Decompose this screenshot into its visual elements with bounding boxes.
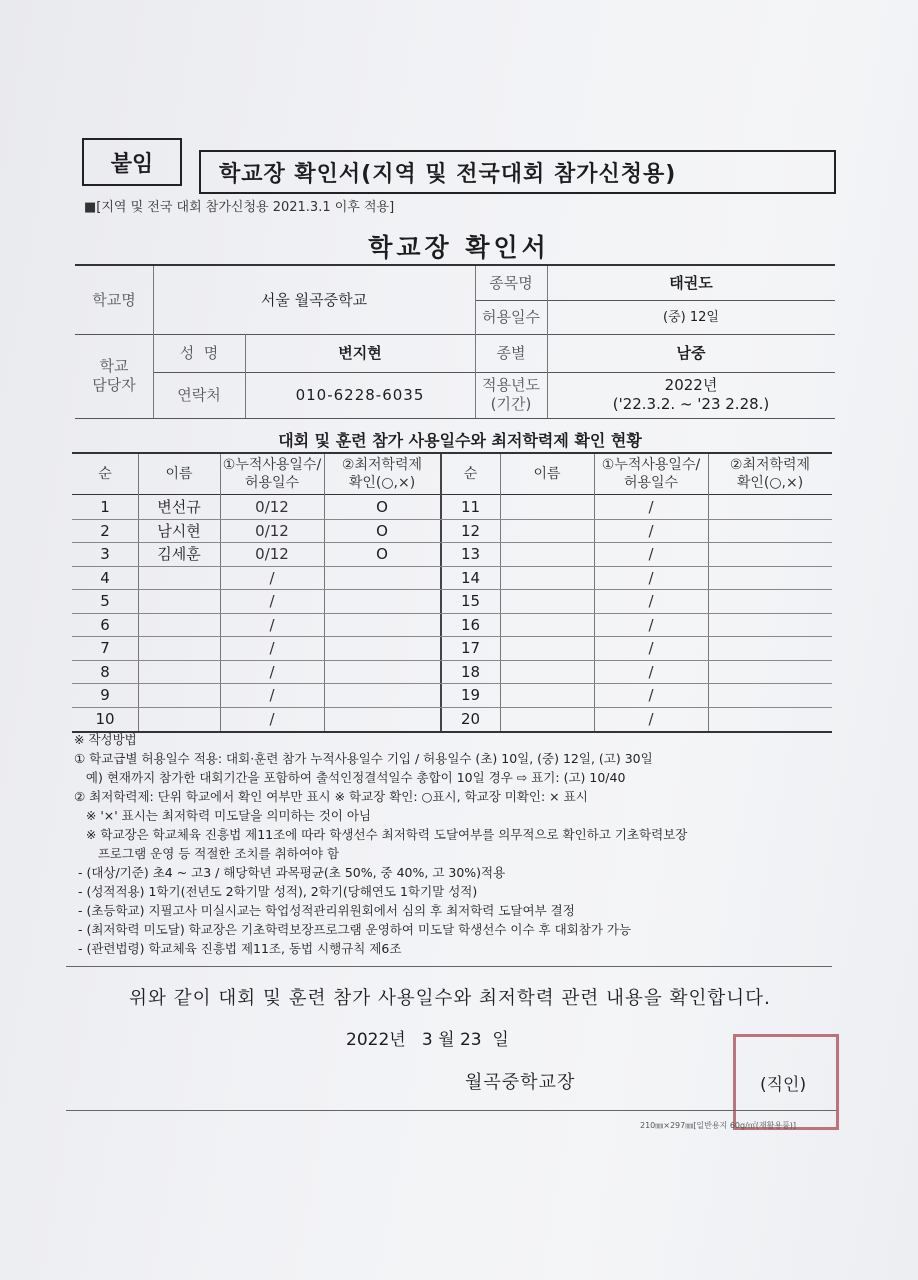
right-row-2-name (500, 520, 594, 544)
contact-label: 연락처 (177, 385, 221, 404)
right-row-6-usage: / (648, 615, 654, 634)
header-check-right (708, 454, 832, 494)
right-row-6-check (708, 614, 832, 638)
sport-value: 태권도 (669, 273, 713, 292)
right-row-10-check (708, 708, 832, 732)
period-value (547, 372, 835, 418)
header-usage-right (594, 454, 708, 494)
section-title: 대회 및 훈련 참가 사용일수와 최저학력제 확인 현황 (278, 431, 642, 450)
right-row-6-no: 16 (460, 615, 481, 634)
left-row-3-name: 김세훈 (157, 545, 201, 564)
instruction-line: - (최저학력 미도달) 학교장은 기초학력보장프로그램 운영하여 미도달 학생선수 이수 후 대회참가 가능 (74, 922, 632, 937)
left-row-9-no: 9 (100, 686, 110, 705)
manager-label-line2: 담당자 (92, 376, 136, 394)
left-row-1-no: 1 (100, 498, 110, 517)
applicability-note: ■[지역 및 전국 대회 참가신청용 2021.3.1 이후 적용] (84, 200, 395, 215)
right-row-2-usage: / (648, 521, 654, 540)
left-row-4-no: 4 (100, 568, 110, 587)
left-row-3-no: 3 (100, 545, 110, 564)
header-name-left: 이름 (165, 466, 193, 482)
left-row-4-check (324, 567, 440, 591)
left-row-3-check: O (376, 545, 388, 564)
right-row-5-usage: / (648, 592, 654, 611)
confirmation-date: 2022년 3 월 23 일 (346, 1030, 509, 1050)
attachment-label: 붙임 (82, 138, 182, 186)
right-row-9-name (500, 684, 594, 708)
principal-signature: 월곡중학교장 (465, 1072, 576, 1093)
instruction-line: ② 최저학력제: 단위 학교에서 확인 여부만 표시 ※ 학교장 확인: ○표시, 학교장 미확인: × 표시 (74, 789, 588, 804)
sport-label: 종목명 (489, 273, 533, 292)
right-row-10-usage: / (648, 709, 654, 728)
right-row-5-no: 15 (460, 592, 481, 611)
left-row-2-usage: 0/12 (255, 521, 289, 540)
right-row-4-check (708, 567, 832, 591)
period-label-line2: (기간) (490, 395, 532, 413)
left-row-1-usage: 0/12 (255, 498, 289, 517)
right-row-3-check (708, 543, 832, 567)
right-row-1-check (708, 496, 832, 520)
form-title: 학교장 확인서(지역 및 전국대회 참가신청용) (199, 150, 836, 194)
manager-label-line1: 학교 (99, 357, 129, 375)
right-row-4-usage: / (648, 568, 654, 587)
school-name-label: 학교명 (92, 290, 136, 309)
header-usage-line2: 허용일수 (244, 475, 300, 491)
left-row-5-check (324, 590, 440, 614)
right-row-5-check (708, 590, 832, 614)
header-check-line1: ②최저학력제 (729, 457, 811, 473)
instruction-line: ① 학교급별 허용일수 적용: 대회·훈련 참가 누적사용일수 기입 / 허용일수 (초) 10일, (중) 12일, (고) 30일 (74, 751, 653, 766)
right-row-7-check (708, 637, 832, 661)
seal-label: (직인) (760, 1075, 807, 1095)
header-no-left: 순 (98, 466, 112, 482)
period-label-line1: 적용년도 (482, 376, 540, 394)
left-row-10-no: 10 (95, 709, 115, 728)
paper-size-footer: 210㎜×297㎜[일반용지 60g/㎡(재활용품)] (640, 1121, 797, 1130)
category-label: 종별 (496, 343, 526, 362)
category-value: 남중 (676, 343, 706, 362)
header-check-left (324, 454, 440, 494)
left-row-7-check (324, 637, 440, 661)
right-row-3-usage: / (648, 545, 654, 564)
period-label (475, 372, 547, 418)
manager-label (75, 334, 153, 418)
left-row-7-usage: / (269, 639, 275, 658)
right-row-7-usage: / (648, 639, 654, 658)
right-row-1-usage: / (648, 498, 654, 517)
left-row-6-usage: / (269, 615, 275, 634)
right-row-4-name (500, 567, 594, 591)
left-row-9-name (138, 684, 220, 708)
right-row-7-no: 17 (460, 639, 481, 658)
left-row-10-name (138, 708, 220, 732)
header-usage-left (220, 454, 324, 494)
instruction-line: - (관련법령) 학교체육 진흥법 제11조, 동법 시행규칙 제6조 (74, 941, 402, 956)
right-row-8-name (500, 661, 594, 685)
right-row-8-check (708, 661, 832, 685)
left-row-9-usage: / (269, 686, 275, 705)
instruction-line: - (대상/기준) 초4 ~ 고3 / 해당학년 과목평균(초 50%, 중 40%, 고 30%)적용 (74, 865, 506, 880)
left-row-6-no: 6 (100, 615, 110, 634)
right-row-8-no: 18 (460, 662, 481, 681)
header-usage-line1: ①누적사용일수/ (601, 457, 701, 473)
right-row-9-no: 19 (460, 686, 481, 705)
header-check-line1: ②최저학력제 (341, 457, 423, 473)
left-row-7-name (138, 637, 220, 661)
header-check-line2: 확인(○,×) (736, 475, 804, 491)
right-row-10-no: 20 (460, 709, 481, 728)
left-row-8-usage: / (269, 662, 275, 681)
right-row-1-name (500, 496, 594, 520)
header-name-right: 이름 (533, 466, 561, 482)
header-usage-line2: 허용일수 (623, 475, 679, 491)
left-row-5-name (138, 590, 220, 614)
left-row-3-usage: 0/12 (255, 545, 289, 564)
divider (66, 966, 832, 967)
instruction-line: ※ 작성방법 (74, 732, 137, 747)
instruction-line: - (초등학교) 지필고사 미실시교는 학업성적관리위원회에서 심의 후 최저학력 도달여부 결정 (74, 903, 575, 918)
left-row-4-name (138, 567, 220, 591)
school-name-value: 서울 월곡중학교 (260, 290, 368, 309)
right-row-2-no: 12 (460, 521, 481, 540)
name-value: 변지현 (338, 343, 382, 362)
header-usage-line1: ①누적사용일수/ (222, 457, 322, 473)
right-row-9-usage: / (648, 686, 654, 705)
header-check-line2: 확인(○,×) (348, 475, 416, 491)
left-row-1-name: 변선규 (157, 498, 201, 517)
right-row-10-name (500, 708, 594, 732)
left-row-6-name (138, 614, 220, 638)
left-row-8-check (324, 661, 440, 685)
instruction-line: 예) 현재까지 참가한 대회기간을 포함하여 출석인정결석일수 총합이 10일 경우 ⇨ 표기: (고) 10/40 (74, 770, 626, 785)
header-no-right: 순 (463, 466, 478, 482)
instruction-line: ※ 학교장은 학교체육 진흥법 제11조에 따라 학생선수 최저학력 도달여부를 의무적으로 확인하고 기초학력보장 (74, 827, 688, 842)
instruction-line: - (성적적용) 1학기(전년도 2학기말 성적), 2학기(당해연도 1학기말 성적) (74, 884, 478, 899)
right-row-2-check (708, 520, 832, 544)
left-row-1-check: O (376, 498, 388, 517)
left-row-8-no: 8 (100, 662, 110, 681)
right-row-3-name (500, 543, 594, 567)
period-range: ('22.3.2. ~ '23 2.28.) (612, 395, 770, 413)
contact-value: 010-6228-6035 (295, 385, 425, 404)
right-row-1-no: 11 (460, 498, 481, 517)
name-label: 성 명 (179, 343, 219, 362)
left-row-8-name (138, 661, 220, 685)
allowed-days-value: (중) 12일 (663, 309, 719, 325)
instruction-line: ※ '×' 표시는 최저학력 미도달을 의미하는 것이 아님 (74, 808, 371, 823)
left-row-10-usage: / (269, 709, 275, 728)
left-row-5-no: 5 (100, 592, 110, 611)
instructions (74, 730, 844, 958)
right-row-6-name (500, 614, 594, 638)
instruction-line: 프로그램 운영 등 적절한 조치를 취하여야 함 (74, 846, 340, 861)
left-row-4-usage: / (269, 568, 275, 587)
bottom-divider (66, 1110, 836, 1111)
right-row-9-check (708, 684, 832, 708)
right-row-7-name (500, 637, 594, 661)
left-row-2-check: O (376, 521, 388, 540)
left-row-10-check (324, 708, 440, 732)
left-row-2-no: 2 (100, 521, 110, 540)
allowed-days-label: 허용일수 (482, 307, 540, 326)
left-row-2-name: 남시현 (157, 521, 201, 540)
left-row-9-check (324, 684, 440, 708)
left-row-6-check (324, 614, 440, 638)
left-row-7-no: 7 (100, 639, 110, 658)
year-value: 2022년 (664, 376, 718, 394)
right-row-5-name (500, 590, 594, 614)
document-title: 학교장 확인서 (368, 233, 550, 262)
confirmation-statement: 위와 같이 대회 및 훈련 참가 사용일수와 최저학력 관련 내용을 확인합니다. (129, 988, 771, 1009)
left-row-5-usage: / (269, 592, 275, 611)
right-row-3-no: 13 (460, 545, 481, 564)
right-row-4-no: 14 (460, 568, 481, 587)
right-row-8-usage: / (648, 662, 654, 681)
